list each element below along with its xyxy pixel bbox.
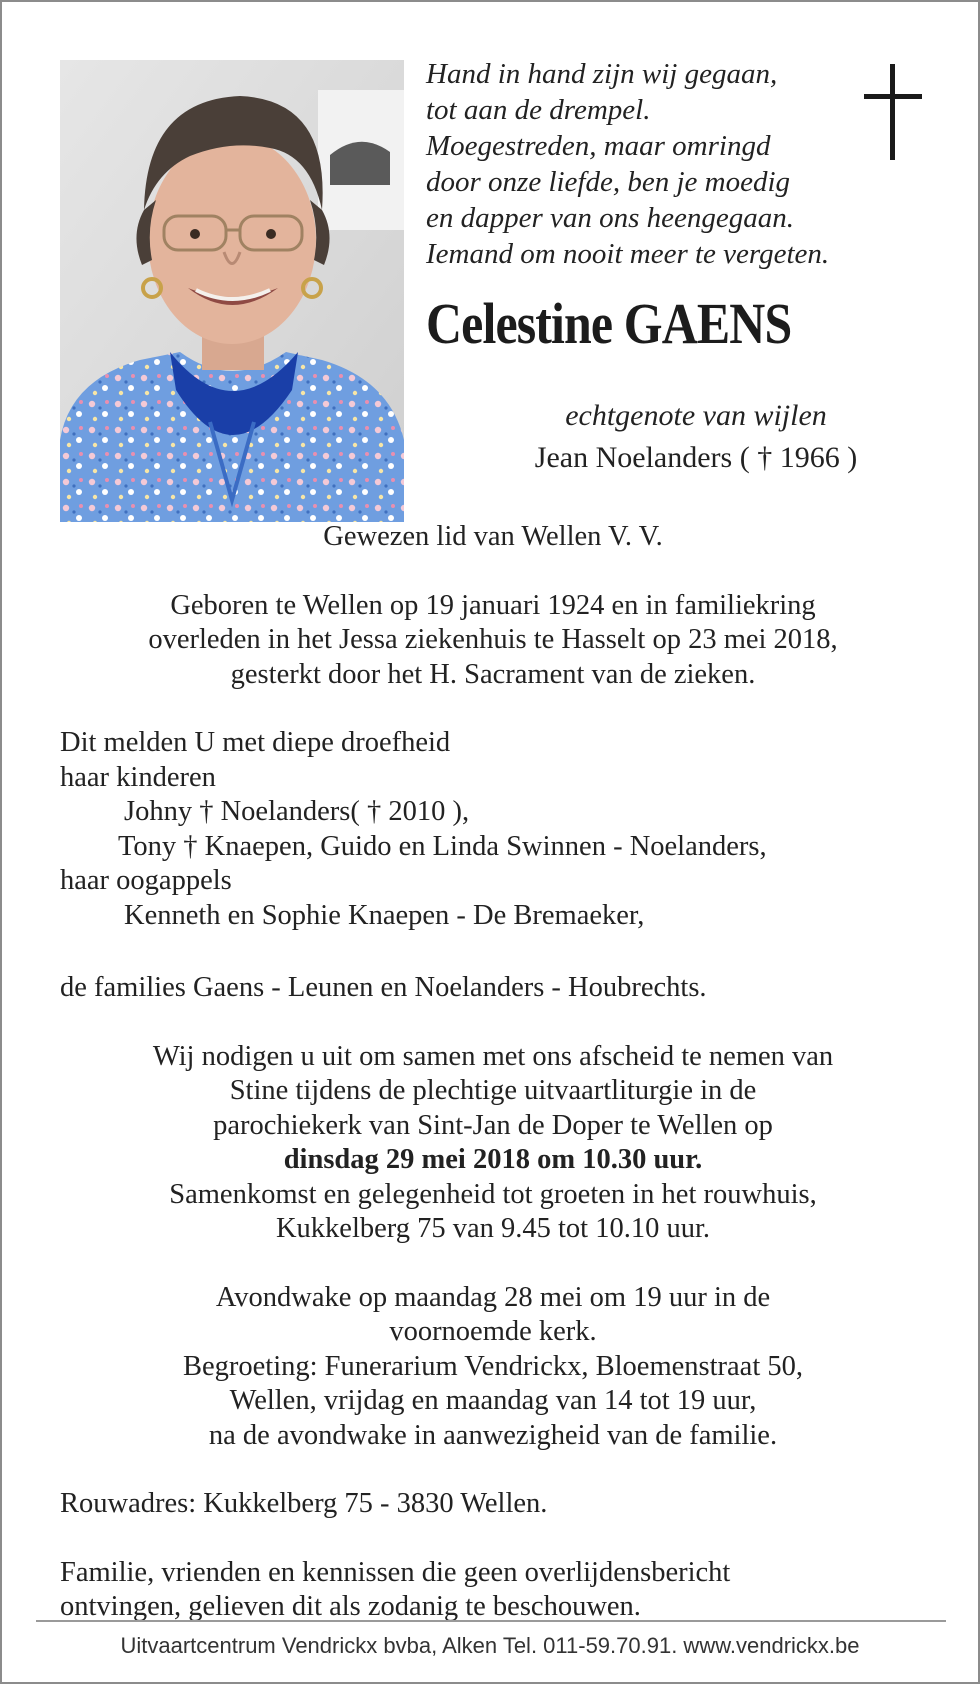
gathering-line: Samenkomst en gelegenheid tot groeten in het rouwhuis,	[169, 1178, 817, 1210]
poem-line: tot aan de drempel.	[426, 94, 651, 126]
footer-divider	[36, 1620, 946, 1622]
gathering-line: Kukkelberg 75 van 9.45 tot 10.10 uur.	[275, 1213, 711, 1244]
poem-line: Iemand om nooit meer te vergeten.	[426, 238, 830, 270]
funeral-line: Wij nodigen u uit om samen met ons afscheid te nemen van	[152, 1040, 834, 1072]
closing-line: ontvingen, gelieven dit als zodanig te beschouwen.	[60, 1591, 641, 1622]
vigil-line: voornoemde kerk.	[389, 1316, 597, 1347]
children-label: haar kinderen	[60, 761, 216, 793]
grandchildren-line: Kenneth en Sophie Knaepen - De Bremaeker,	[124, 899, 645, 931]
portrait-illustration	[60, 60, 404, 522]
announcement-intro: Dit melden U met diepe droefheid	[60, 727, 451, 758]
grandchildren-label: haar oogappels	[60, 865, 232, 896]
footer-contact: Uitvaartcentrum Vendrickx bvba, Alken Tel. 011-59.70.91. www.vendrickx.be	[120, 1633, 860, 1658]
funeral-line: parochiekerk van Sint-Jan de Doper te Wellen op	[213, 1109, 773, 1141]
obituary-body	[60, 520, 926, 1625]
poem-line: en dapper van ons heengegaan.	[426, 202, 795, 234]
poem-line: door onze liefde, ben je moedig	[426, 166, 791, 198]
portrait-photo	[60, 60, 404, 522]
vigil-line: Avondwake op maandag 28 mei om 19 uur in de	[215, 1281, 771, 1313]
poem-line: Hand in hand zijn wij gegaan,	[426, 58, 778, 90]
address-line: Rouwadres: Kukkelberg 75 - 3830 Wellen.	[60, 1488, 548, 1519]
children-line: Johny † Noelanders( † 2010 ),	[124, 796, 470, 827]
birth-death-line: gesterkt door het H. Sacrament van de zieken.	[230, 658, 756, 690]
birth-death-line: overleden in het Jessa ziekenhuis te Hasselt op 23 mei 2018,	[148, 624, 838, 655]
vigil-line: na de avondwake in aanwezigheid van de familie.	[208, 1419, 778, 1451]
birth-death-line: Geboren te Wellen op 19 januari 1924 en in familiekring	[170, 589, 816, 621]
vigil-line: Begroeting: Funerarium Vendrickx, Bloemenstraat 50,	[182, 1350, 803, 1382]
funeral-line: Stine tijdens de plechtige uitvaartliturgie in de	[229, 1075, 757, 1106]
spouse-name: Jean Noelanders ( † 1966 )	[534, 441, 858, 474]
deceased-name: Celestine GAENS	[426, 291, 792, 356]
families-line: de families Gaens - Leunen en Noelanders - Houbrechts.	[60, 972, 707, 1003]
vigil-line: Wellen, vrijdag en maandag van 14 tot 19 uur,	[229, 1385, 757, 1416]
cross-icon	[864, 64, 922, 160]
spouse-role: echtgenote van wijlen	[565, 399, 827, 432]
funeral-date: dinsdag 29 mei 2018 om 10.30 uur.	[283, 1144, 703, 1175]
membership: Gewezen lid van Wellen V. V.	[323, 521, 663, 552]
poem-line: Moegestreden, maar omringd	[426, 130, 771, 162]
children-line: Tony † Knaepen, Guido en Linda Swinnen - Noelanders,	[118, 830, 767, 862]
closing-line: Familie, vrienden en kennissen die geen overlijdensbericht	[60, 1556, 731, 1588]
poem	[426, 56, 906, 272]
